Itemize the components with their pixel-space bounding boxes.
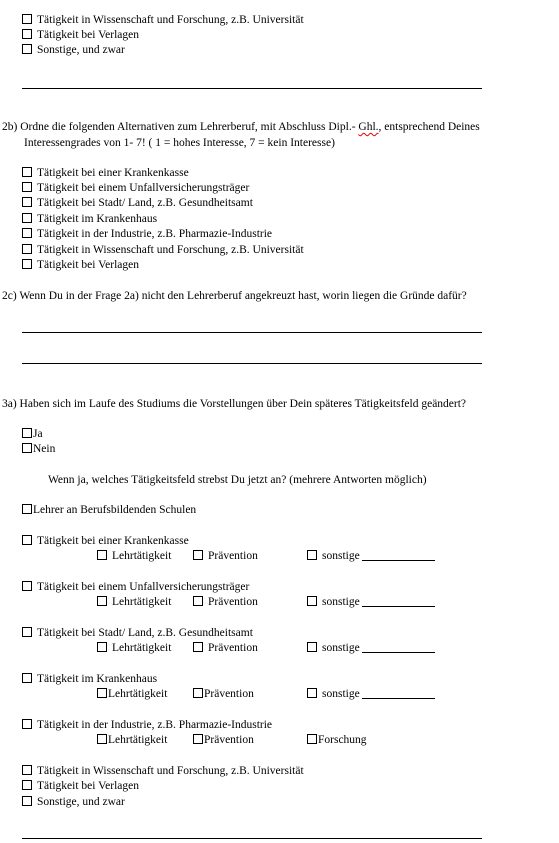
checkbox[interactable] xyxy=(97,734,107,744)
sub-option: Lehrtätigkeit xyxy=(97,595,171,609)
sub-option: Lehrtätigkeit xyxy=(97,549,171,563)
sub-option: sonstige xyxy=(307,687,435,701)
checkbox[interactable] xyxy=(22,504,32,514)
option-row xyxy=(22,243,304,257)
checkbox[interactable] xyxy=(22,244,32,254)
group-row xyxy=(22,580,249,594)
sub-option: Prävention xyxy=(193,733,254,747)
option-label: Tätigkeit bei Verlagen xyxy=(37,259,139,271)
sub-option: Lehrtätigkeit xyxy=(97,641,171,655)
option-row xyxy=(22,442,55,456)
sub-option: sonstige xyxy=(307,641,435,655)
checkbox[interactable] xyxy=(22,719,32,729)
question-3a: 3a) Haben sich im Laufe des Studiums die Vorstellungen über Dein späteres Tätigkeitsfeld geändert? xyxy=(2,398,467,410)
checkbox[interactable] xyxy=(307,550,317,560)
checkbox[interactable] xyxy=(22,780,32,790)
checkbox[interactable] xyxy=(97,688,107,698)
option-label: Tätigkeit im Krankenhaus xyxy=(37,213,158,225)
option-label: Nein xyxy=(33,443,56,455)
sub-option: Prävention xyxy=(193,549,258,563)
group-row xyxy=(22,672,157,686)
option-row xyxy=(22,28,139,42)
group-label: Tätigkeit im Krankenhaus xyxy=(37,673,158,685)
checkbox[interactable] xyxy=(22,535,32,545)
option-label: Ja xyxy=(33,428,43,440)
sub-option: Forschung xyxy=(307,733,367,747)
sub-option: Prävention xyxy=(193,687,254,701)
checkbox[interactable] xyxy=(22,796,32,806)
answer-line[interactable] xyxy=(22,363,482,364)
group-label: Tätigkeit bei einer Krankenkasse xyxy=(37,535,189,547)
fill-in-blank[interactable] xyxy=(362,595,435,607)
answer-line[interactable] xyxy=(22,838,482,839)
checkbox[interactable] xyxy=(22,197,32,207)
checkbox[interactable] xyxy=(193,550,203,560)
option-row xyxy=(22,258,139,272)
answer-line[interactable] xyxy=(22,332,482,333)
checkbox[interactable] xyxy=(193,642,203,652)
checkbox[interactable] xyxy=(22,259,32,269)
option-label: Tätigkeit bei einer Krankenkasse xyxy=(37,167,189,179)
sub-option: Lehrtätigkeit xyxy=(97,687,167,701)
checkbox[interactable] xyxy=(307,734,317,744)
group-label: Tätigkeit in der Industrie, z.B. Pharmazie-Industrie xyxy=(37,719,273,731)
checkbox[interactable] xyxy=(22,44,32,54)
group-row xyxy=(22,534,189,548)
option-row xyxy=(22,43,125,57)
sub-option: Prävention xyxy=(193,641,258,655)
option-label: Tätigkeit bei einem Unfallversicherungsträger xyxy=(37,182,250,194)
fill-in-blank[interactable] xyxy=(362,687,435,699)
option-label: Sonstige, und zwar xyxy=(37,44,125,56)
followup-question: Wenn ja, welches Tätigkeitsfeld strebst Du jetzt an? (mehrere Antworten möglich) xyxy=(48,474,427,486)
option-label: Tätigkeit in Wissenschaft und Forschung, z.B. Universität xyxy=(37,244,304,256)
option-label: Tätigkeit bei Verlagen xyxy=(37,780,139,792)
option-row xyxy=(22,227,272,241)
option-row xyxy=(22,503,196,517)
fill-in-blank[interactable] xyxy=(362,641,435,653)
group-row xyxy=(22,718,272,732)
checkbox[interactable] xyxy=(22,167,32,177)
option-row xyxy=(22,779,139,793)
option-row xyxy=(22,166,189,180)
option-row xyxy=(22,13,304,27)
answer-line[interactable] xyxy=(22,88,482,89)
group-label: Tätigkeit bei Stadt/ Land, z.B. Gesundheitsamt xyxy=(37,627,253,639)
option-row xyxy=(22,764,304,778)
option-row xyxy=(22,427,43,441)
group-label: Tätigkeit bei einem Unfallversicherungsträger xyxy=(37,581,250,593)
checkbox[interactable] xyxy=(22,213,32,223)
fill-in-blank[interactable] xyxy=(362,549,435,561)
checkbox[interactable] xyxy=(22,428,32,438)
checkbox[interactable] xyxy=(307,688,317,698)
checkbox[interactable] xyxy=(97,596,107,606)
group-row xyxy=(22,626,253,640)
checkbox[interactable] xyxy=(22,673,32,683)
sub-option: Prävention xyxy=(193,595,258,609)
question-2c: 2c) Wenn Du in der Frage 2a) nicht den Lehrerberuf angekreuzt hast, worin liegen die Gründe dafür? xyxy=(2,290,467,302)
checkbox[interactable] xyxy=(22,443,32,453)
question-2b: 2b) Ordne die folgenden Alternativen zum Lehrerberuf, mit Abschluss Dipl.- Ghl., entsprechend Deines xyxy=(2,121,480,133)
option-label: Tätigkeit in Wissenschaft und Forschung, z.B. Universität xyxy=(37,14,304,26)
checkbox[interactable] xyxy=(193,688,203,698)
option-label: Sonstige, und zwar xyxy=(37,796,125,808)
checkbox[interactable] xyxy=(22,182,32,192)
checkbox[interactable] xyxy=(193,596,203,606)
sub-option: Lehrtätigkeit xyxy=(97,733,167,747)
option-row xyxy=(22,795,125,809)
option-label: Tätigkeit bei Stadt/ Land, z.B. Gesundheitsamt xyxy=(37,197,253,209)
checkbox[interactable] xyxy=(22,765,32,775)
option-row xyxy=(22,181,249,195)
checkbox[interactable] xyxy=(22,627,32,637)
checkbox[interactable] xyxy=(22,228,32,238)
checkbox[interactable] xyxy=(307,642,317,652)
option-label: Tätigkeit in der Industrie, z.B. Pharmazie-Industrie xyxy=(37,228,273,240)
checkbox[interactable] xyxy=(97,550,107,560)
option-label: Lehrer an Berufsbildenden Schulen xyxy=(33,504,197,516)
checkbox[interactable] xyxy=(193,734,203,744)
option-label: Tätigkeit in Wissenschaft und Forschung, z.B. Universität xyxy=(37,765,304,777)
option-row xyxy=(22,196,253,210)
checkbox[interactable] xyxy=(307,596,317,606)
checkbox[interactable] xyxy=(22,581,32,591)
checkbox[interactable] xyxy=(22,29,32,39)
checkbox[interactable] xyxy=(97,642,107,652)
question-2b-line2: Interessengrades von 1- 7! ( 1 = hohes Interesse, 7 = kein Interesse) xyxy=(24,137,335,149)
option-row xyxy=(22,212,157,226)
sub-option: sonstige xyxy=(307,595,435,609)
checkbox[interactable] xyxy=(22,14,32,24)
spellcheck-word: Ghl. xyxy=(358,121,379,133)
sub-option: sonstige xyxy=(307,549,435,563)
option-label: Tätigkeit bei Verlagen xyxy=(37,29,139,41)
